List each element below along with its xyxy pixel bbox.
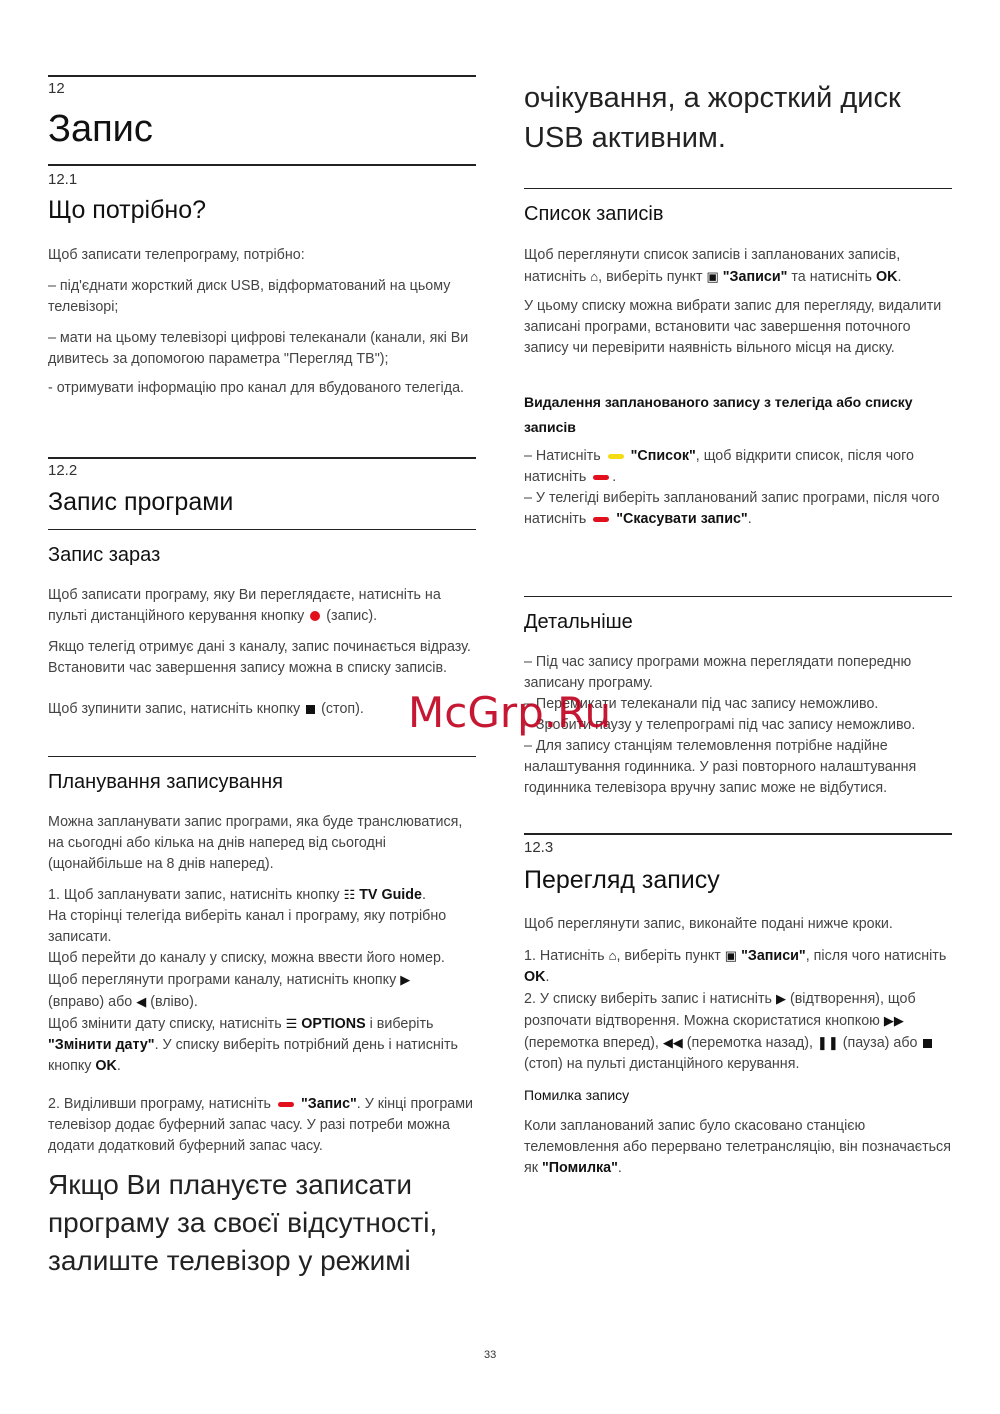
- subsection-rule: [48, 756, 476, 757]
- paragraph: – Натисніть "Список", щоб відкрити список, після чого натисніть . – У телегіді виберіть запланований запис програми, після чого натисніть "Скасувати запис".: [524, 448, 940, 527]
- text: , виберіть пункт: [598, 269, 703, 285]
- text: Коли запланований запис було скасовано станцією телемовлення або перервано телетрансляцію, він позначається як: [524, 1118, 951, 1176]
- text: – Натисніть: [524, 448, 601, 464]
- tv-guide-key: TV Guide: [359, 887, 422, 903]
- text: (перемотка вперед),: [524, 1035, 659, 1051]
- text: Щоб переглянути програми каналу, натисніть кнопку: [48, 972, 397, 988]
- subheading: Помилка запису: [524, 1087, 630, 1103]
- paragraph: Можна запланувати запис програми, яка буде транслюватися, на сьогодні або кілька на днів наперед від сьогодні (щонайбільше на 8 днів наперед).: [48, 814, 463, 872]
- text: 1. Натисніть: [524, 948, 605, 964]
- text: Щоб записати програму, яку Ви переглядаєте, натисніть на пульті дистанційного керування кнопку: [48, 587, 441, 624]
- paragraph: Щоб записати телепрограму, потрібно:: [48, 247, 305, 263]
- text: , після чого натисніть: [805, 948, 947, 964]
- arrow-right-icon: ▶: [400, 972, 411, 987]
- text: (вліво).: [150, 994, 198, 1010]
- section-rule: [48, 164, 476, 166]
- subsection-rule: [524, 596, 952, 597]
- pause-icon: ❚❚: [816, 1035, 839, 1050]
- red-key-icon: [278, 1102, 294, 1107]
- play-icon: ▶: [775, 991, 786, 1006]
- section-title: Що потрібно?: [48, 196, 207, 224]
- error-key: "Помилка": [541, 1160, 618, 1176]
- text: . У кінці програми телевізор додає буферний запас часу. У разі потреби можна додати додатковий буферний запас часу.: [48, 1096, 474, 1154]
- text: (стоп).: [321, 701, 364, 717]
- subsection-rule: [524, 188, 952, 189]
- subheading: Видалення запланованого запису з телегіда або списку записів: [524, 394, 913, 435]
- home-icon: ⌂: [590, 269, 599, 284]
- list-item: – Перемикати телеканали під час запису неможливо.: [524, 696, 879, 712]
- yellow-key-icon: [608, 454, 624, 459]
- chapter-number: 12: [48, 80, 65, 97]
- fast-forward-icon: ▶▶: [883, 1013, 904, 1028]
- text: (запис).: [326, 608, 378, 624]
- list-item: – Під час запису програми можна переглядати попередню записану програму.: [524, 654, 912, 691]
- text: . У списку виберіть потрібний день і натисніть кнопку: [48, 1037, 458, 1074]
- paragraph: Коли запланований запис було скасовано станцією телемовлення або перервано телетрансляцію, він позначається як "Помилка".: [524, 1118, 951, 1176]
- text: (стоп) на пульті дистанційного керування.: [524, 1056, 800, 1072]
- recordings-key: "Записи": [722, 269, 788, 285]
- red-key-icon: [593, 517, 609, 522]
- section-rule: [48, 457, 476, 459]
- stop-button-icon: [306, 705, 315, 714]
- rewind-icon: ◀◀: [662, 1035, 683, 1050]
- list-item: – Зробити паузу у телепрограмі під час запису неможливо.: [524, 717, 916, 733]
- text: , виберіть пункт: [616, 948, 721, 964]
- watermark: McGrp.Ru: [408, 688, 612, 737]
- list-item: – Для запису станціям телемовлення потрібне надійне налаштування годинника. У разі повторного налаштування годинника телевізора вручну запис може не відбутися.: [524, 738, 917, 796]
- large-note: Якщо Ви плануєте записати програму за своєї відсутності, залиште телевізор у режимі: [48, 1169, 438, 1276]
- recordings-key: "Записи": [741, 948, 806, 964]
- section-title: Перегляд запису: [524, 866, 720, 894]
- subsection-title: Список записів: [524, 203, 664, 225]
- section-title: Запис програми: [48, 488, 234, 516]
- text: 2. У списку виберіть запис і натисніть: [524, 991, 772, 1007]
- text: та натисніть: [791, 269, 872, 285]
- stop-button-icon: [923, 1039, 932, 1048]
- text: і виберіть: [369, 1016, 434, 1032]
- text: 2. Виділивши програму, натисніть: [48, 1096, 271, 1112]
- paragraph: [48, 1094, 476, 1157]
- chapter-rule: [48, 75, 476, 77]
- arrow-left-icon: ◀: [136, 994, 147, 1009]
- red-key-icon: [593, 475, 609, 480]
- text: Щоб перейти до каналу у списку, можна ввести його номер.: [48, 950, 445, 966]
- section-number: 12.3: [524, 839, 554, 856]
- change-date-key: "Змінити дату": [48, 1037, 155, 1053]
- paragraph: Щоб переглянути список записів і запланованих записів, натисніть ⌂, виберіть пункт ▣ "Записи" та натисніть OK.: [524, 247, 902, 285]
- paragraph: У цьому списку можна вибрати запис для перегляду, видалити записані програми, встановити час завершення поточного запису чи перевірити наявність вільного місця на диску.: [524, 298, 942, 356]
- ok-key: OK: [524, 969, 546, 985]
- text: .: [421, 887, 426, 903]
- list-item: – під'єднати жорсткий диск USB, відформатований на цьому телевізорі;: [48, 278, 451, 315]
- text: Щоб переглянути список записів і запланованих записів, натисніть: [524, 247, 901, 285]
- paragraph: Щоб переглянути запис, виконайте подані нижче кроки.: [524, 916, 893, 932]
- page-number: 33: [484, 1349, 497, 1361]
- recordings-icon: ▣: [724, 948, 738, 963]
- recordings-icon: ▣: [706, 269, 719, 284]
- record-key: "Запис": [300, 1096, 357, 1112]
- ok-key: OK: [875, 269, 898, 285]
- record-button-icon: [310, 611, 320, 621]
- options-key: OPTIONS: [301, 1016, 366, 1032]
- text: – У телегіді виберіть запланований запис програми, після чого натисніть: [524, 490, 940, 527]
- subsection-rule: [48, 529, 476, 530]
- subsection-title: Планування записування: [48, 771, 283, 793]
- tv-guide-icon: ☷: [343, 887, 356, 902]
- text: 1. Щоб запланувати запис, натисніть кнопку: [48, 887, 340, 903]
- paragraph: Якщо телегід отримує дані з каналу, запис починається відразу. Встановити час завершення запису можна в списку записів.: [48, 639, 471, 676]
- text: Щоб зупинити запис, натисніть кнопку: [48, 701, 301, 717]
- text: (пауза) або: [842, 1035, 918, 1051]
- text: Щоб змінити дату списку, натисніть: [48, 1016, 282, 1032]
- text: На сторінці телегіда виберіть канал і програму, яку потрібно записати.: [48, 908, 447, 945]
- cancel-recording-key: "Скасувати запис": [616, 511, 748, 527]
- large-note-continued: очікування, а жорсткий диск USB активним.: [524, 82, 901, 154]
- home-icon: ⌂: [608, 948, 617, 963]
- text: (вправо) або: [48, 994, 133, 1010]
- section-number: 12.1: [48, 171, 78, 188]
- text: , щоб відкрити список, після чого натисніть: [524, 448, 914, 485]
- list-item: – мати на цьому телевізорі цифрові телеканали (канали, які Ви дивитесь за допомогою параметра "Перегляд ТВ");: [48, 330, 469, 367]
- list-item: - отримувати інформацію про канал для вбудованого телегіда.: [48, 380, 464, 396]
- section-number: 12.2: [48, 462, 78, 479]
- text: (перемотка назад),: [686, 1035, 813, 1051]
- paragraph: 1. Щоб запланувати запис, натисніть кнопку ☷ TV Guide. На сторінці телегіда виберіть канал і програму, яку потрібно записати. Щоб перейти до каналу у списку, можна ввести його номер. Щоб переглянути програми каналу, натисніть кнопку ▶ (вправо) або ◀ (вліво). Щоб змінити дату списку, натисніть ☰ OPTIONS і виберіть "Змінити дату". У списку виберіть потрібний день і натисніть кнопку OK.: [48, 887, 458, 1074]
- text: (відтворення), щоб розпочати відтворення. Можна скористатися кнопкою: [524, 991, 916, 1029]
- subsection-title: Запис зараз: [48, 544, 161, 566]
- paragraph: 1. Натисніть ⌂, виберіть пункт ▣ "Записи", після чого натисніть OK. 2. У списку виберіть запис і натисніть ▶ (відтворення), щоб розпочати відтворення. Можна скористатися кнопкою ▶▶ (перемотка вперед), ◀◀ (перемотка назад), ❚❚ (пауза) або (стоп) на пульті дистанційного керування.: [524, 948, 947, 1072]
- list-key: "Список": [630, 448, 696, 464]
- section-rule: [524, 833, 952, 835]
- paragraph: [48, 585, 476, 627]
- chapter-title: Запис: [48, 108, 153, 150]
- ok-key: OK: [95, 1058, 117, 1074]
- subsection-title: Детальніше: [524, 611, 633, 633]
- options-icon: ☰: [285, 1016, 298, 1031]
